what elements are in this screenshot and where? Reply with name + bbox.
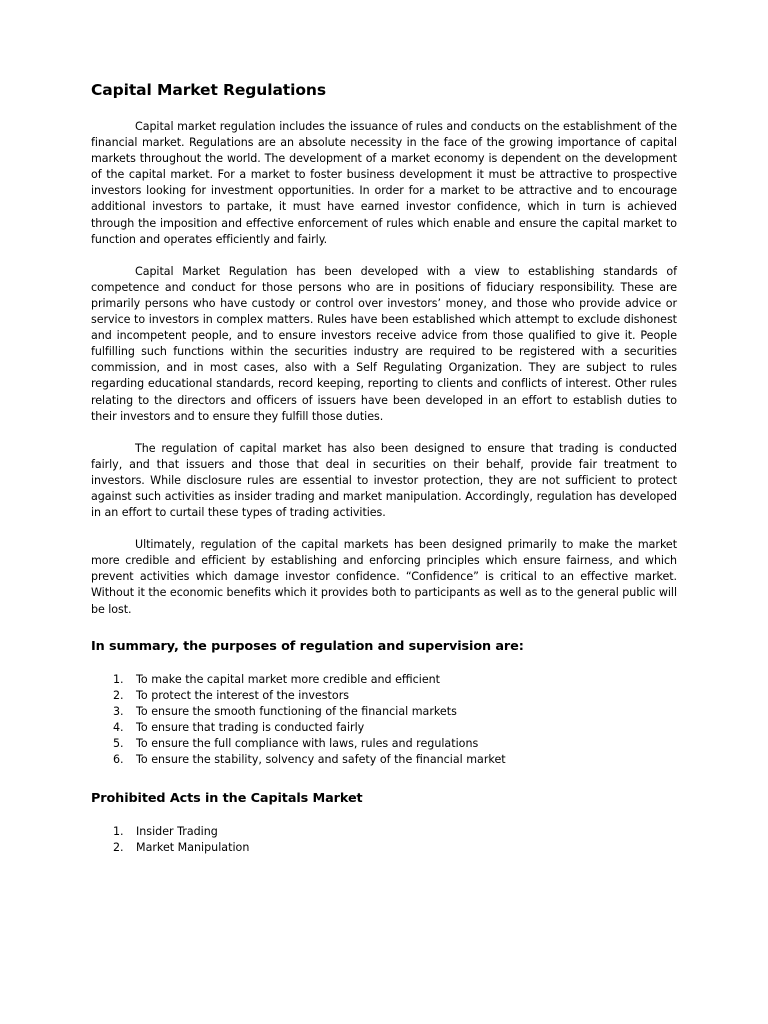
list-number: 2. <box>113 840 124 854</box>
list-number: 5. <box>113 736 124 750</box>
paragraph-4: Ultimately, regulation of the capital markets has been designed primarily to make the market more credible and efficient by establishing and enforcing principles which ensure fairness, and which prevent activities which damage investor confidence. “Confidence” is critical to an effective market. Without it the economic benefits which it provides both to participants as well as to the general public will be lost. <box>91 538 677 616</box>
prohibited-list <box>91 824 677 856</box>
list-item <box>91 704 677 720</box>
summary-heading: In summary, the purposes of regulation and supervision are: <box>91 638 524 654</box>
document-title: Capital Market Regulations <box>91 81 326 99</box>
list-text: Insider Trading <box>136 824 218 838</box>
list-item <box>91 840 677 856</box>
list-number: 4. <box>113 720 124 734</box>
list-number: 3. <box>113 704 124 718</box>
prohibited-heading: Prohibited Acts in the Capitals Market <box>91 790 363 806</box>
paragraph-3: The regulation of capital market has also been designed to ensure that trading is conducted fairly, and that issuers and those that deal in securities on their behalf, provide fair treatment to investors. While disclosure rules are essential to investor protection, they are not sufficient to protect against such activities as insider trading and market manipulation. Accordingly, regulation has developed in an effort to curtail these types of trading activities. <box>91 441 677 520</box>
list-text: To ensure the full compliance with laws, rules and regulations <box>136 736 479 750</box>
list-text: To make the capital market more credible and efficient <box>136 672 441 686</box>
list-item <box>91 824 677 840</box>
list-item <box>91 672 677 688</box>
list-item <box>91 736 677 752</box>
list-item <box>91 720 677 736</box>
list-number: 1. <box>113 672 124 686</box>
list-text: To ensure that trading is conducted fairly <box>136 720 365 734</box>
list-number: 1. <box>113 824 124 838</box>
list-item <box>91 688 677 704</box>
list-number: 2. <box>113 688 124 702</box>
document-page <box>91 80 677 856</box>
list-text: To ensure the smooth functioning of the financial markets <box>136 704 457 718</box>
paragraph-2: Capital Market Regulation has been developed with a view to establishing standards of competence and conduct for those persons who are in positions of fiduciary responsibility. These are primarily persons who have custody or control over investors’ money, and those who provide advice or service to investors in complex matters. Rules have been established which attempt to exclude dishonest and incompetent people, and to ensure investors receive advice from those qualified to give it. People fulfilling such functions within the securities industry are required to be registered with a securities commission, and in most cases, also with a Self Regulating Organization. They are subject to rules regarding educational standards, record keeping, reporting to clients and conflicts of interest. Other rules relating to the directors and officers of issuers have been developed in an effort to establish duties to their investors and to ensure they fulfill those duties. <box>91 264 677 423</box>
paragraph-1: Capital market regulation includes the issuance of rules and conducts on the establishment of the financial market. Regulations are an absolute necessity in the face of the growing importance of capital markets throughout the world. The development of a market economy is dependent on the development of the capital market. For a market to foster business development it must be attractive to prospective investors looking for investment opportunities. In order for a market to be attractive and to encourage additional investors to partake, it must have earned investor confidence, which in turn is achieved through the imposition and effective enforcement of rules which enable and ensure the capital market to function and operates efficiently and fairly. <box>91 120 677 246</box>
summary-list <box>91 672 677 768</box>
list-text: To ensure the stability, solvency and safety of the financial market <box>136 752 506 766</box>
list-text: To protect the interest of the investors <box>136 688 350 702</box>
list-number: 6. <box>113 752 124 766</box>
list-text: Market Manipulation <box>136 840 250 854</box>
list-item <box>91 752 677 768</box>
